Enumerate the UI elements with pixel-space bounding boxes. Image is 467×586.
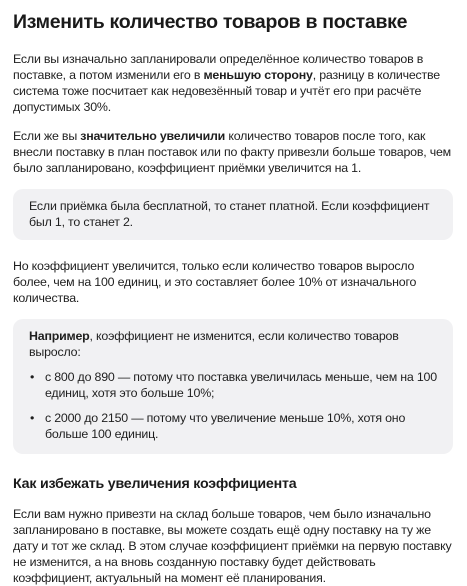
- paragraph-advice: Если вам нужно привезти на склад больше товаров, чем было изначально запланировано в поставке, вы можете создать ещё одну поставку на ту же дату и тот же склад. В этом случае коэффициент приёмки на первую поставку не изменится, а на вновь созданную поставку будет действовать коэффициент, актуальный на момент её планирования.: [13, 507, 452, 585]
- section-title: Как избежать увеличения коэффициента: [13, 476, 297, 492]
- page-title: Изменить количество товаров в поставке: [13, 11, 408, 33]
- paragraph-text: количество товаров после того, как внесли поставку в план поставок или по факту привезли больше товаров, чем было запланировано, коэффициент приёмки увеличится на 1.: [13, 129, 451, 175]
- paragraph-text: Если вы изначально запланировали определённое количество товаров в поставке, а потом изменили его в: [13, 52, 424, 82]
- note-text: Если приёмка была бесплатной, то станет платной. Если коэффициент был 1, то станет 2.: [29, 199, 430, 229]
- list-item: • с 800 до 890 — потому что поставка увеличилась меньше, чем на 100 единиц, хотя это больше 10%;: [29, 369, 437, 401]
- paragraph-condition: Но коэффициент увеличится, только если количество товаров выросло более, чем на 100 единиц, и это составляет более 10% от изначального количества.: [13, 259, 417, 305]
- paragraph-increase: [13, 128, 453, 176]
- emphasis-text: Например: [29, 329, 90, 343]
- list-item: • с 2000 до 2150 — потому что увеличение меньше 10%, хотя оно больше 100 единиц.: [29, 410, 437, 442]
- paragraph-text: , коэффициент не изменится, если количество товаров выросло:: [29, 329, 399, 359]
- emphasis-text: меньшую сторону: [203, 68, 313, 82]
- paragraph-text: Если же вы: [13, 129, 81, 143]
- note-callout: [13, 189, 453, 240]
- emphasis-text: значительно увеличили: [80, 129, 226, 143]
- paragraph-text: , разницу в количестве система тоже посчитает как недовезённый товар и учтёт его при расчёте допустимых 30%.: [13, 68, 440, 114]
- example-intro: [29, 328, 437, 360]
- example-list: [29, 369, 437, 442]
- paragraph-decrease: [13, 51, 453, 115]
- example-callout: [13, 319, 453, 454]
